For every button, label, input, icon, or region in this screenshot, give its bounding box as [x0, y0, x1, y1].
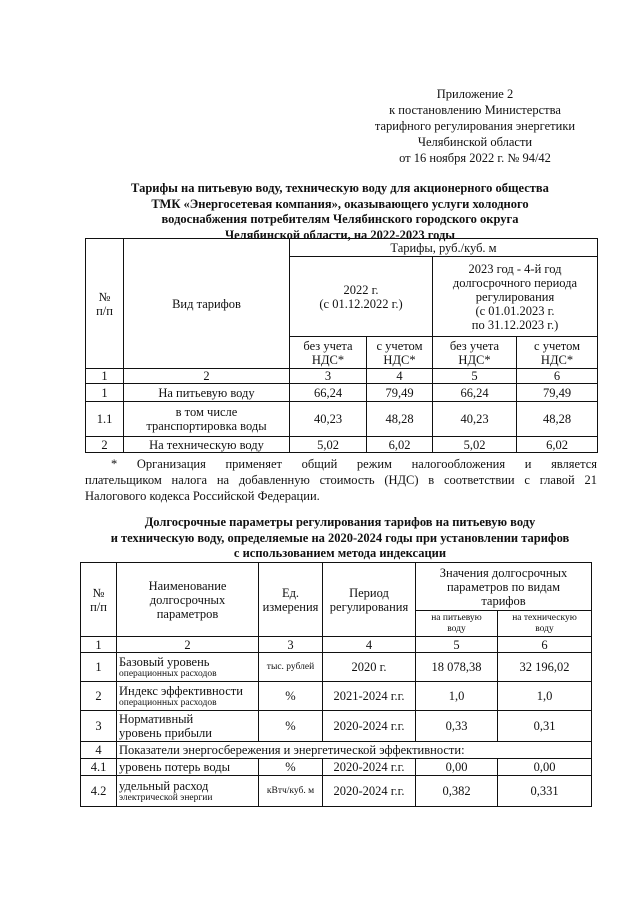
header-num: № п/п: [81, 563, 117, 637]
header-period: Период регулирования: [323, 563, 416, 637]
table-row: 4.2 удельный расход электрической энергии кВтч/куб. м 2020-2024 г.г. 0,382 0,331: [81, 776, 592, 807]
params-table-title: Долгосрочные параметры регулирования тарифов на питьевую воду и техническую воду, определяемые на 2020-2024 годы при установлении тарифов с использованием метода индексации: [110, 515, 570, 560]
header-with-vat: с учетом НДС*: [367, 337, 433, 369]
header-kind: Вид тарифов: [124, 239, 290, 369]
header-drinking-water: на питьевую воду: [416, 611, 498, 637]
table-row: 2 На техническую воду 5,02 6,02 5,02 6,02: [86, 437, 598, 453]
table-row: 4.1 уровень потерь воды % 2020-2024 г.г. 0,00 0,00: [81, 759, 592, 776]
vat-footnote: * Организация применяет общий режим налогообложения и является плательщиком налога на добавленную стоимость (НДС) в соответствии с главой 21 Налогового кодекса Российской Федерации.: [85, 457, 597, 503]
header-without-vat: без учета НДС*: [433, 337, 517, 369]
header-with-vat: с учетом НДС*: [517, 337, 598, 369]
index-row: 1 2 3 4 5 6: [86, 369, 598, 384]
header-unit: Ед. измерения: [259, 563, 323, 637]
appendix-line: Челябинской области: [417, 135, 533, 149]
header-period-2022: 2022 г. (с 01.12.2022 г.): [290, 257, 433, 337]
index-row: 1 2 3 4 5 6: [81, 637, 592, 653]
header-period-2023: 2023 год - 4-й год долгосрочного периода регулирования (с 01.01.2023 г. по 31.12.2023 г.): [433, 257, 598, 337]
appendix-line: от 16 ноября 2022 г. № 94/42: [399, 151, 551, 165]
header-technical-water: на техническую воду: [498, 611, 592, 637]
params-table: [80, 562, 592, 807]
header-tariffs: Тарифы, руб./куб. м: [290, 239, 598, 257]
header-param-name: Наименование долгосрочных параметров: [117, 563, 259, 637]
table-row: 2 Индекс эффективности операционных расходов % 2021-2024 г.г. 1,0 1,0: [81, 682, 592, 711]
tariff-table: [85, 238, 598, 453]
table-row: 1 На питьевую воду 66,24 79,49 66,24 79,49: [86, 384, 598, 402]
tariff-table-title: Тарифы на питьевую воду, техническую воду для акционерного общества ТМК «Энергосетевая компания», оказывающего услуги холодного водоснабжения потребителям Челябинского городского округа Челябинской области, на 2022-2023 годы: [131, 181, 549, 242]
table-row: 1 Базовый уровень операционных расходов тыс. рублей 2020 г. 18 078,38 32 196,02: [81, 653, 592, 682]
appendix-header: [340, 86, 610, 166]
section-row: 4 Показатели энергосбережения и энергетической эффективности:: [81, 742, 592, 759]
header-without-vat: без учета НДС*: [290, 337, 367, 369]
header-values: Значения долгосрочных параметров по видам тарифов: [416, 563, 592, 611]
table-row: 1.1 в том числе транспортировка воды 40,23 48,28 40,23 48,28: [86, 402, 598, 437]
appendix-line: к постановлению Министерства: [389, 103, 561, 117]
appendix-line: Приложение 2: [436, 87, 514, 101]
table-row: 3 Нормативный уровень прибыли % 2020-2024 г.г. 0,33 0,31: [81, 711, 592, 742]
appendix-line: тарифного регулирования энергетики: [374, 119, 576, 133]
header-num: № п/п: [86, 239, 124, 369]
